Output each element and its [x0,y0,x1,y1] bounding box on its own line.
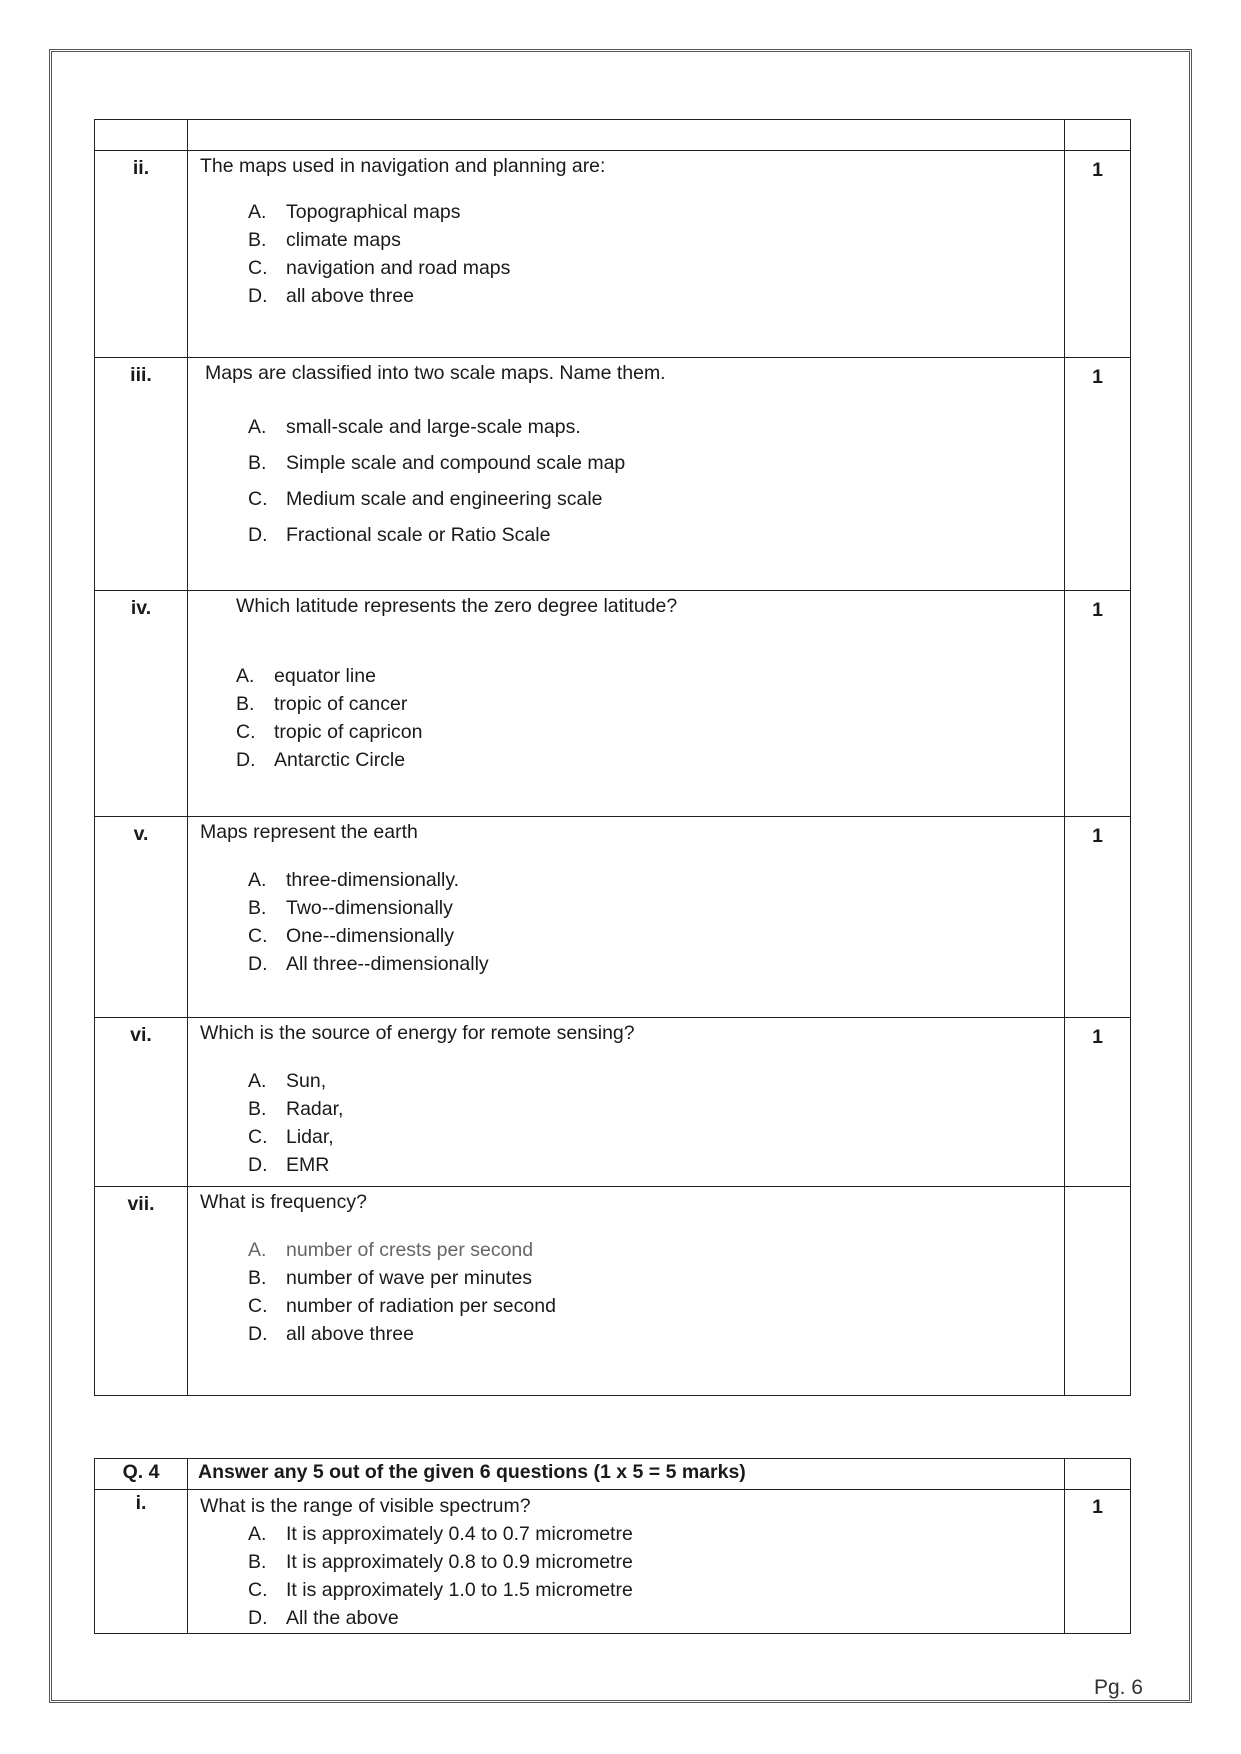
option-d: D. All the above [248,1607,399,1629]
question-cell [188,1490,1065,1634]
option-c: C. It is approximately 1.0 to 1.5 micrometre [248,1579,633,1601]
option-a: A. equator line [236,665,376,687]
option-b: B. Radar, [248,1098,344,1120]
question-cell [188,1018,1065,1187]
option-a: A. Sun, [248,1070,327,1092]
question-row-vii [95,1187,1131,1396]
option-d: D. Antarctic Circle [236,749,406,771]
option-d: D. Fractional scale or Ratio Scale [248,524,551,546]
question-number: v. [95,817,188,1018]
marks: 1 [1065,817,1131,1018]
marks: 1 [1065,1018,1131,1187]
question-cell [188,1187,1065,1396]
question-number: i. [95,1490,188,1634]
option-c: C. Medium scale and engineering scale [248,488,603,510]
option-list [200,198,1064,310]
option-d: D. All three--dimensionally [248,953,489,975]
question-text: Maps represent the earth [200,821,418,843]
question-cell [188,358,1065,591]
question-cell [188,817,1065,1018]
option-a: A. three-dimensionally. [248,869,460,891]
question-row-v [95,817,1131,1018]
question-row-vi [95,1018,1131,1187]
question-number: vii. [95,1187,188,1396]
option-d: D. all above three [248,285,414,307]
option-c: C. navigation and road maps [248,257,511,279]
option-list [200,1236,1064,1348]
option-a: A. It is approximately 0.4 to 0.7 micrometre [248,1523,633,1545]
q4-header-row [95,1459,1131,1490]
option-list [200,866,1064,978]
question-text: Which is the source of energy for remote sensing? [200,1022,635,1044]
option-a: A. small-scale and large-scale maps. [248,416,581,438]
option-c: C. Lidar, [248,1126,334,1148]
question-text: The maps used in navigation and planning are: [200,155,606,177]
question-text: What is frequency? [200,1191,367,1213]
option-c: C. number of radiation per second [248,1295,556,1317]
option-a: A. number of crests per second [248,1239,534,1261]
option-b: B. tropic of cancer [236,693,408,715]
section-instructions: Answer any 5 out of the given 6 questions (1 x 5 = 5 marks) [188,1459,1065,1490]
question-cell [188,591,1065,817]
option-d: D. all above three [248,1323,414,1345]
option-b: B. Simple scale and compound scale map [248,452,626,474]
option-list [205,409,1064,553]
question-number: iv. [95,591,188,817]
option-a: A. Topographical maps [248,201,461,223]
question-text: Which latitude represents the zero degree latitude? [236,595,678,617]
section-number: Q. 4 [95,1459,188,1490]
question-row-ii [95,151,1131,358]
table-header-row [95,120,1131,151]
question-number: ii. [95,151,188,358]
option-c: C. One--dimensionally [248,925,454,947]
question-number: iii. [95,358,188,591]
option-list [236,662,1064,774]
question-row-iii [95,358,1131,591]
question-table-q3 [94,119,1131,1396]
option-b: B. number of wave per minutes [248,1267,533,1289]
marks: 1 [1065,1490,1131,1634]
marks [1065,1187,1131,1396]
question-cell [188,151,1065,358]
question-number: vi. [95,1018,188,1187]
option-list [200,1067,1064,1179]
page-number: Pg. 6 [1093,1676,1143,1699]
option-b: B. It is approximately 0.8 to 0.9 micrometre [248,1551,633,1573]
option-d: D. EMR [248,1154,330,1176]
question-text: What is the range of visible spectrum? [200,1495,531,1517]
question-row-iv [95,591,1131,817]
option-b: B. Two--dimensionally [248,897,453,919]
option-b: B. climate maps [248,229,401,251]
option-c: C. tropic of capricon [236,721,423,743]
marks: 1 [1065,591,1131,817]
marks: 1 [1065,151,1131,358]
question-row-q4-i [95,1490,1131,1634]
question-table-q4 [94,1458,1131,1634]
marks: 1 [1065,358,1131,591]
question-text: Maps are classified into two scale maps. Name them. [205,362,666,384]
option-list [200,1520,1064,1632]
